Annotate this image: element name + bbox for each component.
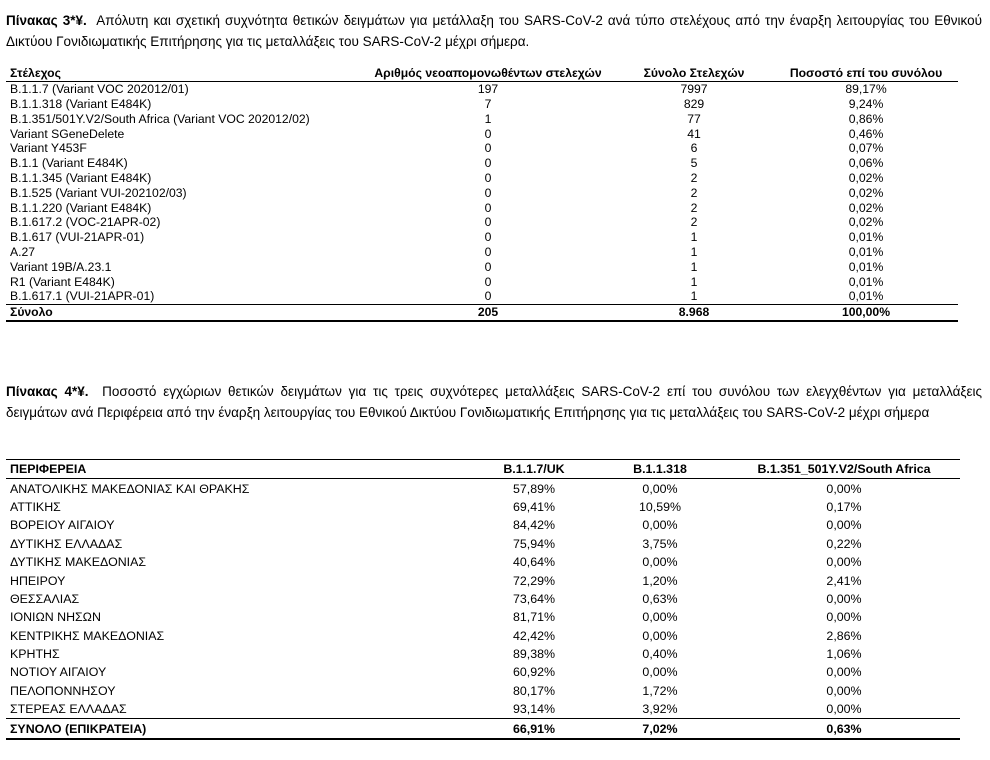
table4-cell: 0,00% <box>826 665 862 680</box>
table3-cell: 0,46% <box>848 126 884 141</box>
table3-row <box>6 245 958 260</box>
table3-cell: 0 <box>484 200 492 215</box>
table4-cell: 0,17% <box>826 499 862 514</box>
table4-cell: 2,41% <box>826 573 862 588</box>
table4-row <box>6 627 960 645</box>
regional-percentage-table <box>6 459 960 740</box>
table3-header-row <box>6 66 958 81</box>
table4-cell: 0,00% <box>826 555 862 570</box>
table3-cell: 0,06% <box>848 156 884 171</box>
table4-cell: 0,40% <box>642 647 678 662</box>
table4-cell: 60,92% <box>512 665 556 680</box>
table3-cell: Variant Y453F <box>10 141 87 156</box>
table4-total-row <box>6 719 960 739</box>
table4-cell: 0,00% <box>642 628 678 643</box>
table4-cell: 1,06% <box>826 647 862 662</box>
table3-cell: 7 <box>484 96 492 111</box>
table4-cell: 72,29% <box>512 573 556 588</box>
table3-cell: 0 <box>484 170 492 185</box>
table3-row <box>6 274 958 289</box>
table4-cell: 0,00% <box>826 481 862 496</box>
table4-cell: 80,17% <box>512 683 556 698</box>
table3-cell: R1 (Variant E484K) <box>10 274 115 289</box>
table3-cell: 0 <box>484 244 492 259</box>
table3-cell: B.1.1.220 (Variant E484K) <box>10 200 152 215</box>
table3-cell: 2 <box>690 185 698 200</box>
table4-cell: 0,00% <box>826 702 862 717</box>
table3-cell: 0 <box>484 156 492 171</box>
table4-cell: 3,75% <box>642 536 678 551</box>
table4-cell: ΣΤΕΡΕΑΣ ΕΛΛΑΔΑΣ <box>10 702 127 717</box>
table3-cell: 1 <box>690 244 698 259</box>
table4-header-cell: B.1.351_501Y.V2/South Africa <box>728 460 960 479</box>
table4-row <box>6 645 960 663</box>
table4-cell: 89,38% <box>512 647 556 662</box>
table4-cell: ΙΟΝΙΩΝ ΝΗΣΩΝ <box>10 610 101 625</box>
table3-cell: 0 <box>484 289 492 304</box>
table3-row <box>6 126 958 141</box>
table4-header-row <box>6 460 960 479</box>
table3-cell: B.1.1.345 (Variant E484K) <box>10 170 152 185</box>
table3-cell: B.1.617.1 (VUI-21APR-01) <box>10 289 155 304</box>
table4-cell: ΗΠΕΙΡΟΥ <box>10 573 66 588</box>
table3-cell: 77 <box>687 111 701 126</box>
table3-cell: Variant SGeneDelete <box>10 126 125 141</box>
table3-cell: B.1.617.2 (VOC-21APR-02) <box>10 215 161 230</box>
table3-cell: Variant 19B/A.23.1 <box>10 259 112 274</box>
table3-cell: 0,01% <box>848 244 884 259</box>
table3-cell: 0 <box>484 259 492 274</box>
table3-cell: 1 <box>690 289 698 304</box>
table3-cell: 9,24% <box>848 96 884 111</box>
table3-cell: 6 <box>690 141 698 156</box>
table3-cell: 1 <box>690 274 698 289</box>
table3-header-cell: Στέλεχος <box>6 66 362 81</box>
table4-row <box>6 553 960 571</box>
table4-cell: 0,22% <box>826 536 862 551</box>
table3-total-cell: 8.968 <box>614 304 774 320</box>
table4-row <box>6 516 960 534</box>
table3-row <box>6 230 958 245</box>
table4-cell: 0,00% <box>642 481 678 496</box>
table4-cell: 0,00% <box>826 610 862 625</box>
table3-header-cell: Σύνολο Στελεχών <box>614 66 774 81</box>
table3-cell: 41 <box>687 126 701 141</box>
table3-cell: 0,01% <box>848 274 884 289</box>
table4-row <box>6 498 960 516</box>
table4-cell: ΒΟΡΕΙΟΥ ΑΙΓΑΙΟΥ <box>10 518 115 533</box>
table4-row <box>6 608 960 626</box>
table4-header-cell: B.1.1.318 <box>592 460 728 479</box>
table3-cell: 89,17% <box>845 82 887 97</box>
table4-row <box>6 700 960 719</box>
table4-cell: ΝΟΤΙΟΥ ΑΙΓΑΙΟΥ <box>10 665 107 680</box>
table4-cell: 0,00% <box>642 610 678 625</box>
table3-cell: 2 <box>690 200 698 215</box>
table3-cell: 0,86% <box>848 111 884 126</box>
table4-cell: ΔΥΤΙΚΗΣ ΕΛΛΑΔΑΣ <box>10 536 123 551</box>
table4-cell: ΔΥΤΙΚΗΣ ΜΑΚΕΔΟΝΙΑΣ <box>10 555 147 570</box>
table4-cell: 42,42% <box>512 628 556 643</box>
table3-row <box>6 171 958 186</box>
table4-cell: ΑΝΑΤΟΛΙΚΗΣ ΜΑΚΕΔΟΝΙΑΣ ΚΑΙ ΘΡΑΚΗΣ <box>10 481 250 496</box>
table4-cell: 0,00% <box>642 555 678 570</box>
table3-cell: B.1.1 (Variant E484K) <box>10 156 128 171</box>
table3-row <box>6 200 958 215</box>
table4-header-cell: ΠΕΡΙΦΕΡΕΙΑ <box>6 460 476 479</box>
table4-cell: ΚΡΗΤΗΣ <box>10 647 60 662</box>
table3-caption-label: Πίνακας 3*¥. <box>6 13 87 28</box>
table4-caption <box>6 381 982 423</box>
table3-row <box>6 81 958 96</box>
table3-row <box>6 215 958 230</box>
table3-cell: 829 <box>683 96 705 111</box>
table3-cell: 0,01% <box>848 259 884 274</box>
table4-cell: ΘΕΣΣΑΛΙΑΣ <box>10 591 80 606</box>
table3-row <box>6 185 958 200</box>
table3-cell: 0 <box>484 215 492 230</box>
table3-cell: 197 <box>477 82 499 97</box>
table3-cell: 0,01% <box>848 289 884 304</box>
table3-cell: B.1.1.318 (Variant E484K) <box>10 96 152 111</box>
table3-cell: 0,02% <box>848 200 884 215</box>
table4-row <box>6 571 960 589</box>
table3-cell: 0 <box>484 230 492 245</box>
table3-total-cell: 205 <box>362 304 614 320</box>
table3-cell: B.1.525 (Variant VUI-202102/03) <box>10 185 187 200</box>
table3-total-row <box>6 304 958 320</box>
table4-row <box>6 682 960 700</box>
table3-cell: 0,02% <box>848 185 884 200</box>
table4-row <box>6 663 960 681</box>
table3-cell: 1 <box>690 259 698 274</box>
table3-row <box>6 156 958 171</box>
table4-cell: 75,94% <box>512 536 556 551</box>
table3-cell: 7997 <box>680 82 708 97</box>
table4-cell: ΠΕΛΟΠΟΝΝΗΣΟΥ <box>10 683 116 698</box>
table4-row <box>6 479 960 498</box>
table3-row <box>6 111 958 126</box>
table3-cell: 0 <box>484 141 492 156</box>
table4-row <box>6 590 960 608</box>
table3-header-cell: Αριθμός νεοαπομονωθέντων στελεχών <box>362 66 614 81</box>
table4-cell: 81,71% <box>512 610 556 625</box>
table4-cell: 69,41% <box>512 499 556 514</box>
table4-cell: 10,59% <box>638 499 682 514</box>
table3-row <box>6 97 958 112</box>
table4-caption-text: Ποσοστό εγχώριων θετικών δειγμάτων για τις τρεις συχνότερες μεταλλάξεις SARS-CoV-2 επί του συνόλου των ελεγχθέντων για μεταλλάξεις δειγμάτων ανά Περιφέρεια από την έναρξη λειτουργίας του Εθνικού Δικτύου Γονιδιωματικής Επιτήρησης για τις μεταλλάξεις του SARS-CoV-2 μέχρι σήμερα <box>6 384 982 420</box>
table3-cell: 0,02% <box>848 215 884 230</box>
table3-cell: 1 <box>484 111 492 126</box>
table3-caption <box>6 10 982 52</box>
table4-cell: 84,42% <box>512 518 556 533</box>
table4-cell: ΑΤΤΙΚΗΣ <box>10 499 61 514</box>
table3-row <box>6 141 958 156</box>
table3-cell: 0,07% <box>848 141 884 156</box>
table4-cell: 1,72% <box>642 683 678 698</box>
table3-cell: 1 <box>690 230 698 245</box>
table3-cell: 0,02% <box>848 170 884 185</box>
table4-row <box>6 535 960 553</box>
table3-total-cell: 100,00% <box>774 304 958 320</box>
table3-cell: 5 <box>690 156 698 171</box>
table4-caption-label: Πίνακας 4*¥. <box>6 384 89 399</box>
table4-cell: 2,86% <box>826 628 862 643</box>
table3-cell: 0 <box>484 126 492 141</box>
table4-total-cell: 7,02% <box>592 719 728 739</box>
table4-body <box>6 479 960 719</box>
table3-caption-text: Απόλυτη και σχετική συχνότητα θετικών δειγμάτων για μετάλλαξη του SARS-CoV-2 ανά τύπο στελέχους από την έναρξη λειτουργίας του Εθνικού Δικτύου Γονιδιωματικής Επιτήρησης για τις μεταλλάξεις του SARS-CoV-2 μέχρι σήμερα. <box>6 13 982 49</box>
table3-cell: 0 <box>484 274 492 289</box>
table4-cell: 93,14% <box>512 702 556 717</box>
table3-header-cell: Ποσοστό επί του συνόλου <box>774 66 958 81</box>
table4-total-cell: 0,63% <box>728 719 960 739</box>
table4-cell: 3,92% <box>642 702 678 717</box>
table4-cell: 0,00% <box>826 591 862 606</box>
variant-frequency-table <box>6 66 958 322</box>
table3-cell: 0,01% <box>848 230 884 245</box>
table3-row <box>6 259 958 274</box>
table4-header-cell: B.1.1.7/UK <box>476 460 592 479</box>
table3-cell: A.27 <box>10 244 36 259</box>
table3-body <box>6 81 958 304</box>
table4-cell: 0,00% <box>826 518 862 533</box>
table4-cell: 0,00% <box>642 665 678 680</box>
table3-cell: 0 <box>484 185 492 200</box>
table4-cell: 0,00% <box>826 683 862 698</box>
table3-total-cell: Σύνολο <box>6 304 362 320</box>
table4-cell: ΚΕΝΤΡΙΚΗΣ ΜΑΚΕΔΟΝΙΑΣ <box>10 628 165 643</box>
table4-total-cell: 66,91% <box>476 719 592 739</box>
table4-cell: 73,64% <box>512 591 556 606</box>
table3-cell: B.1.617 (VUI-21APR-01) <box>10 230 145 245</box>
table4-cell: 0,00% <box>642 518 678 533</box>
table3-cell: 2 <box>690 170 698 185</box>
table3-cell: B.1.1.7 (Variant VOC 202012/01) <box>10 82 189 97</box>
table4-cell: 1,20% <box>642 573 678 588</box>
table4-cell: 57,89% <box>512 481 556 496</box>
table4-cell: 40,64% <box>512 555 556 570</box>
table4-cell: 0,63% <box>642 591 678 606</box>
table4-total-cell: ΣΥΝΟΛΟ (ΕΠΙΚΡΑΤΕΙΑ) <box>6 719 476 739</box>
table3-cell: B.1.351/501Y.V2/South Africa (Variant VOC 202012/02) <box>10 111 310 126</box>
table3-row <box>6 289 958 304</box>
table3-cell: 2 <box>690 215 698 230</box>
